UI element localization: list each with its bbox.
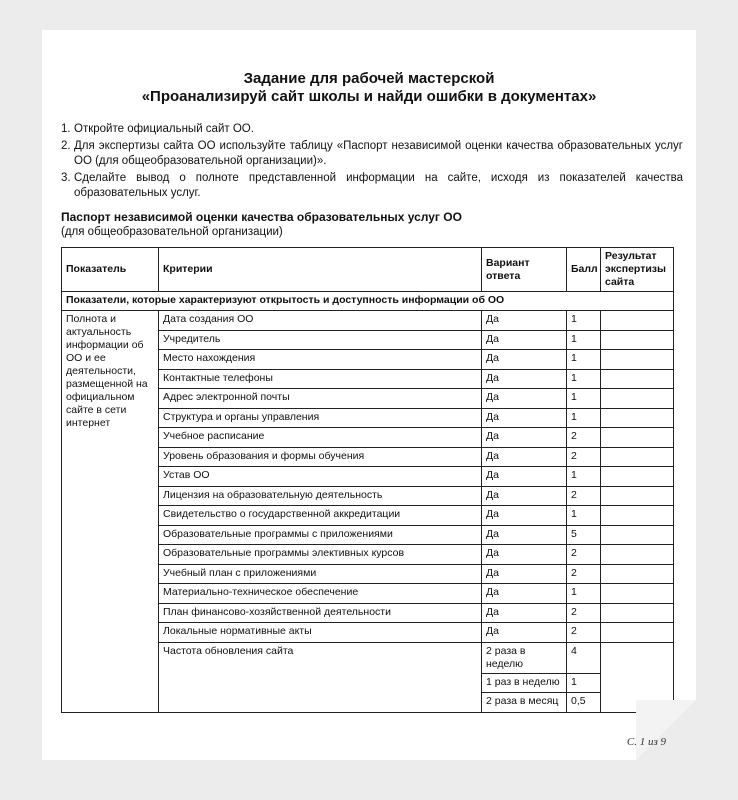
passport-subtitle: (для общеобразовательной организации) [61, 226, 283, 238]
answer-cell: Да [482, 545, 567, 565]
answer-cell: Да [482, 369, 567, 389]
criterion-cell: Структура и органы управления [159, 408, 482, 428]
score-cell: 1 [567, 389, 601, 409]
criterion-cell: Уровень образования и формы обучения [159, 447, 482, 467]
criterion-cell: Учебный план с приложениями [159, 564, 482, 584]
result-cell [601, 467, 674, 487]
answer-cell: Да [482, 311, 567, 331]
answer-cell: Да [482, 623, 567, 643]
table-header-row [62, 248, 674, 292]
result-cell [601, 506, 674, 526]
result-cell [601, 428, 674, 448]
instruction-list [61, 122, 683, 203]
answer-cell: Да [482, 467, 567, 487]
score-cell: 0,5 [567, 693, 601, 713]
answer-cell: Да [482, 447, 567, 467]
header-score: Балл [567, 248, 601, 292]
answer-cell: Да [482, 408, 567, 428]
result-cell [601, 525, 674, 545]
page-title: Задание для рабочей мастерской [243, 70, 495, 87]
score-cell: 1 [567, 330, 601, 350]
result-cell [601, 330, 674, 350]
header-answer: Вариант ответа [482, 248, 567, 292]
answer-cell: Да [482, 525, 567, 545]
criterion-cell: Место нахождения [159, 350, 482, 370]
criterion-cell: Учебное расписание [159, 428, 482, 448]
page-corner-fold [636, 700, 696, 760]
answer-cell: Да [482, 584, 567, 604]
answer-cell: 1 раз в неделю [482, 673, 567, 693]
criterion-cell: Учредитель [159, 330, 482, 350]
passport-title: Паспорт независимой оценки качества образовательных услуг ОО [61, 210, 462, 224]
header-indicator: Показатель [62, 248, 159, 292]
result-cell [601, 389, 674, 409]
score-cell: 1 [567, 369, 601, 389]
score-cell: 1 [567, 506, 601, 526]
result-cell [601, 564, 674, 584]
result-cell [601, 486, 674, 506]
score-cell: 2 [567, 428, 601, 448]
score-cell: 4 [567, 642, 601, 673]
answer-cell: Да [482, 428, 567, 448]
criterion-cell: Лицензия на образовательную деятельность [159, 486, 482, 506]
criterion-cell: Образовательные программы элективных курсов [159, 545, 482, 565]
result-cell [601, 623, 674, 643]
result-cell [601, 584, 674, 604]
score-cell: 2 [567, 603, 601, 623]
header-result: Результат экспертизы сайта [601, 248, 674, 292]
criterion-cell: План финансово-хозяйственной деятельности [159, 603, 482, 623]
answer-cell: 2 раза в месяц [482, 693, 567, 713]
table-row [62, 311, 674, 331]
criterion-cell: Локальные нормативные акты [159, 623, 482, 643]
instruction-item: 3. Сделайте вывод о полноте представленной информации на сайте, исходя из показателей качества образовательных услуг. [61, 172, 683, 199]
score-cell: 2 [567, 623, 601, 643]
result-cell [601, 603, 674, 623]
passport-table [61, 247, 674, 713]
answer-cell: 2 раза в неделю [482, 642, 567, 673]
result-cell [601, 545, 674, 565]
score-cell: 2 [567, 545, 601, 565]
instruction-item: 1. Откройте официальный сайт ОО. [61, 123, 254, 135]
criterion-cell: Частота обновления сайта [159, 642, 482, 712]
criterion-cell: Образовательные программы с приложениями [159, 525, 482, 545]
score-cell: 1 [567, 673, 601, 693]
result-cell [601, 369, 674, 389]
score-cell: 2 [567, 486, 601, 506]
section-heading: Показатели, которые характеризуют открытость и доступность информации об ОО [62, 292, 674, 311]
score-cell: 5 [567, 525, 601, 545]
answer-cell: Да [482, 603, 567, 623]
answer-cell: Да [482, 564, 567, 584]
answer-cell: Да [482, 350, 567, 370]
score-cell: 1 [567, 467, 601, 487]
criterion-cell: Дата создания ОО [159, 311, 482, 331]
score-cell: 1 [567, 584, 601, 604]
answer-cell: Да [482, 330, 567, 350]
page-number: С. 1 из 9 [626, 736, 666, 748]
result-cell [601, 350, 674, 370]
section-row [62, 292, 674, 311]
indicator-cell: Полнота и актуальность информации об ОО и ее деятельности, размещенной на официальном сайте в сети интернет [62, 311, 159, 713]
criterion-cell: Материально-техническое обеспечение [159, 584, 482, 604]
score-cell: 2 [567, 447, 601, 467]
answer-cell: Да [482, 486, 567, 506]
document-page [42, 30, 696, 760]
criterion-cell: Устав ОО [159, 467, 482, 487]
result-cell [601, 311, 674, 331]
criterion-cell: Контактные телефоны [159, 369, 482, 389]
instruction-item: 2. Для экспертизы сайта ОО используйте таблицу «Паспорт независимой оценки качества образовательных услуг ОО (для общеобразовательной организации)». [61, 140, 683, 167]
page-subtitle: «Проанализируй сайт школы и найди ошибки в документах» [141, 88, 597, 105]
result-cell [601, 447, 674, 467]
score-cell: 1 [567, 311, 601, 331]
score-cell: 1 [567, 350, 601, 370]
score-cell: 2 [567, 564, 601, 584]
answer-cell: Да [482, 389, 567, 409]
header-criteria: Критерии [159, 248, 482, 292]
criterion-cell: Адрес электронной почты [159, 389, 482, 409]
score-cell: 1 [567, 408, 601, 428]
criterion-cell: Свидетельство о государственной аккредитации [159, 506, 482, 526]
answer-cell: Да [482, 506, 567, 526]
result-cell [601, 408, 674, 428]
